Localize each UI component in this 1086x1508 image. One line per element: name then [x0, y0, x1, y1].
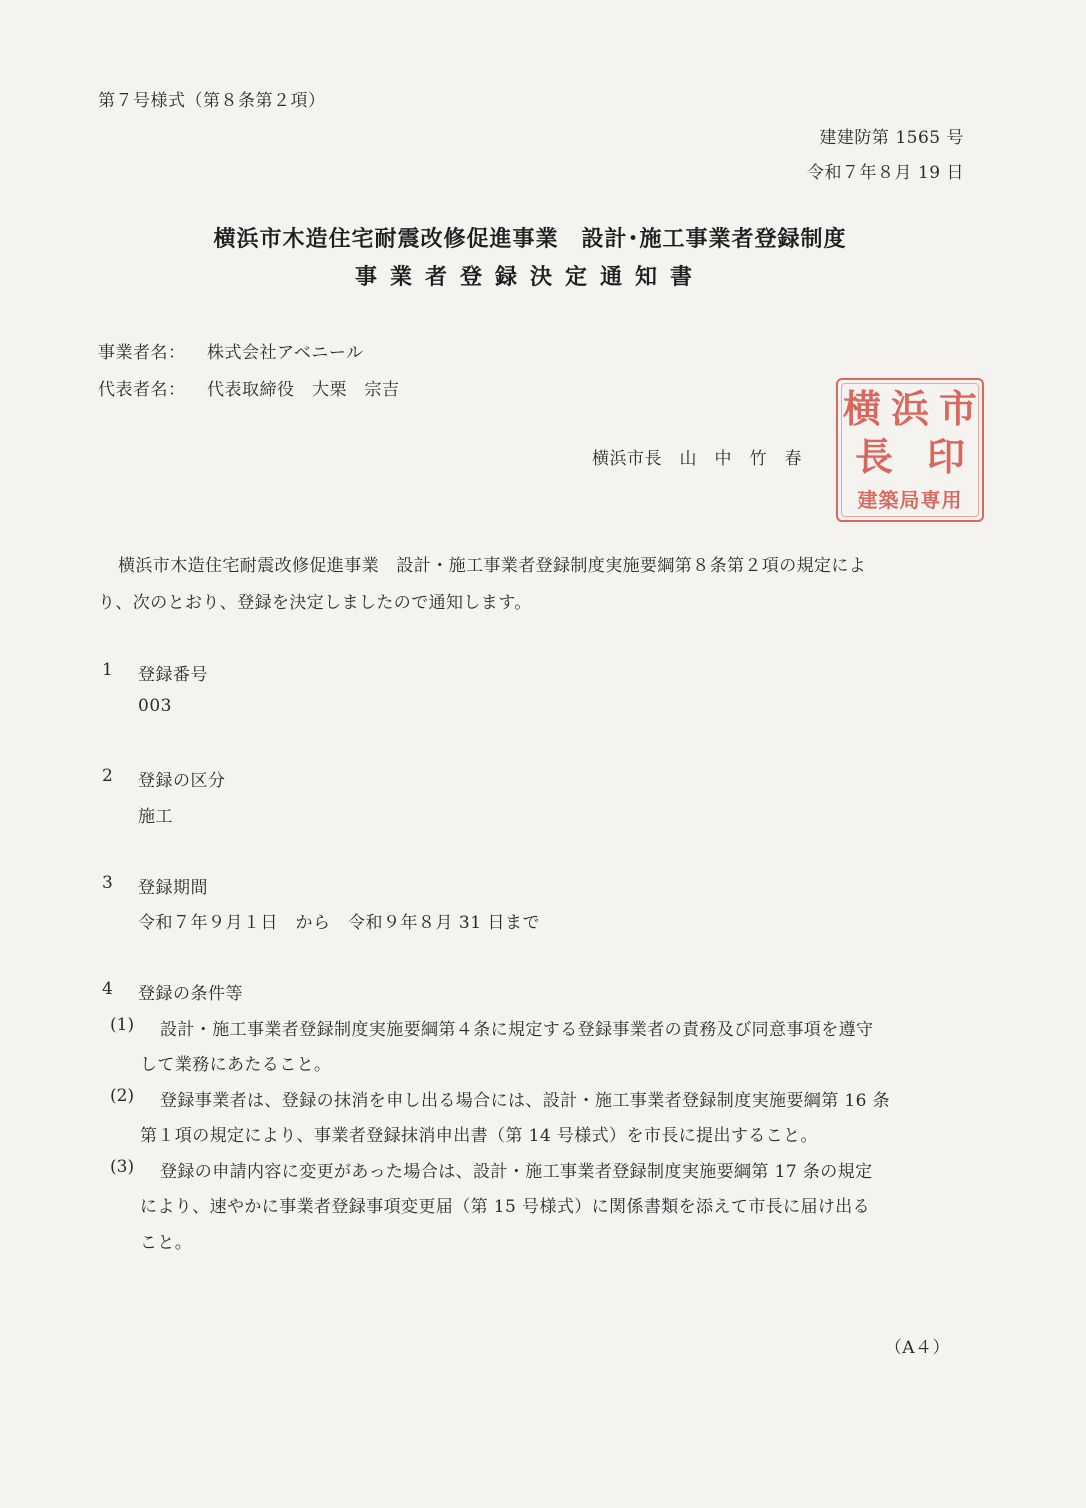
document-title: 横浜市木造住宅耐震改修促進事業 設計･施工事業者登録制度: [213, 227, 847, 252]
condition-text: 設計・施工事業者登録制度実施要綱第４条に規定する登録事業者の責務及び同意事項を遵守: [160, 1020, 874, 1040]
business-name: 株式会社アベニール: [207, 343, 364, 363]
seal-char: 市: [938, 386, 977, 431]
condition-number: (1): [110, 1015, 135, 1035]
document-date: 令和７年８月 19 日: [807, 163, 964, 183]
condition-text: 登録の申請内容に変更があった場合は、設計・施工事業者登録制度実施要綱第 17 条の規定: [160, 1162, 873, 1182]
section-number: 4: [102, 979, 113, 999]
representative-label: 代表者名：: [98, 380, 186, 400]
official-seal-stamp: [836, 378, 984, 522]
section-heading: 登録の条件等: [138, 984, 243, 1004]
registration-category: 施工: [138, 807, 173, 827]
seal-char: 長: [854, 434, 893, 479]
intro-paragraph-line: 横浜市木造住宅耐震改修促進事業 設計・施工事業者登録制度実施要綱第８条第２項の規定によ: [118, 556, 867, 576]
condition-number: (2): [110, 1086, 135, 1106]
condition-text: 第１項の規定により、事業者登録抹消申出書（第 14 号様式）を市長に提出すること。: [140, 1126, 818, 1146]
paper-size-label: （A４）: [884, 1338, 950, 1358]
section-number: 2: [102, 766, 113, 786]
section-heading: 登録の区分: [138, 771, 226, 791]
section-heading: 登録期間: [138, 878, 208, 898]
seal-char: 浜: [890, 386, 929, 431]
condition-text: により、速やかに事業者登録事項変更届（第 15 号様式）に関係書類を添えて市長に届け出る: [140, 1197, 871, 1217]
section-number: 1: [102, 660, 113, 680]
condition-text: して業務にあたること。: [140, 1055, 332, 1075]
seal-footer: 建築局専用: [857, 488, 963, 512]
condition-number: (3): [110, 1157, 135, 1177]
section-heading: 登録番号: [138, 665, 208, 685]
document-number: 建建防第 1565 号: [819, 128, 964, 148]
intro-paragraph-line: り、次のとおり、登録を決定しましたので通知します。: [98, 593, 532, 613]
sender-name: 横浜市長 山 中 竹 春: [592, 449, 802, 469]
registration-period: 令和７年９月１日 から 令和９年８月 31 日まで: [138, 913, 540, 933]
section-number: 3: [102, 873, 113, 893]
document-subtitle: 事業者登録決定通知書: [354, 265, 705, 290]
condition-text: こと。: [140, 1233, 193, 1253]
seal-char: 印: [926, 434, 965, 479]
representative-name: 代表取締役 大栗 宗吉: [207, 380, 400, 400]
registration-number: 003: [138, 696, 172, 716]
form-label: 第７号様式（第８条第２項）: [98, 91, 326, 111]
seal-char: 横: [842, 386, 881, 431]
business-name-label: 事業者名：: [98, 343, 186, 363]
condition-text: 登録事業者は、登録の抹消を申し出る場合には、設計・施工事業者登録制度実施要綱第 16 条: [160, 1091, 891, 1111]
